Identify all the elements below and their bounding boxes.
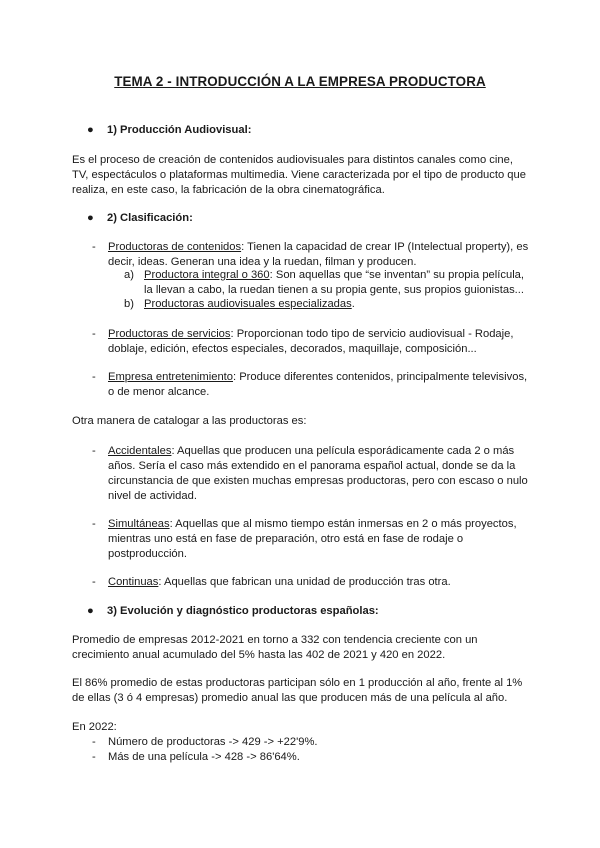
- item-text: : Produce diferentes contenidos, principalmente televisivos,: [233, 371, 528, 383]
- item-text: : Tienen la capacidad de crear IP (Intelectual property), es: [241, 241, 529, 253]
- item-term: Productoras de contenidos: [108, 241, 242, 253]
- dash-icon: -: [92, 445, 96, 457]
- intro-paragraph: [72, 153, 532, 198]
- item-term: Empresa entretenimiento: [108, 371, 233, 383]
- promedio-paragraph: [72, 633, 532, 663]
- paragraph-line: Promedio de empresas 2012-2021 en torno a 332 con tendencia creciente con un: [72, 634, 478, 646]
- item-text: decir, ideas. Generan una idea y la ruedan, filman y producen.: [108, 256, 417, 268]
- item-text: : Aquellas que al mismo tiempo están inmersas en 2 o más proyectos,: [169, 518, 517, 530]
- item-text: Número de productoras -> 429 -> +22'9%.: [108, 736, 318, 748]
- item-term: Simultáneas: [108, 518, 170, 530]
- section-heading-text: 3) Evolución y diagnóstico productoras españolas:: [107, 605, 379, 617]
- item-text: : Proporcionan todo tipo de servicio audiovisual - Rodaje,: [230, 328, 514, 340]
- dash-icon: -: [92, 576, 96, 588]
- bullet-icon: ●: [87, 124, 94, 136]
- section-heading-text: 1) Producción Audiovisual:: [107, 124, 252, 136]
- document-title: TEMA 2 - INTRODUCCIÓN A LA EMPRESA PRODUCTORA: [114, 74, 486, 89]
- dash-icon: -: [92, 751, 96, 763]
- item-text: : Aquellas que fabrican una unidad de producción tras otra.: [158, 576, 451, 588]
- paragraph-line: crecimiento anual acumulado del 5% hasta las 402 de 2021 y 420 en 2022.: [72, 649, 446, 661]
- paragraph-line: Es el proceso de creación de contenidos audiovisuales para distintos canales como cine,: [72, 154, 513, 166]
- dash-icon: -: [92, 371, 96, 383]
- dash-icon: -: [92, 241, 96, 253]
- item-text: doblaje, edición, efectos especiales, decorados, maquillaje, composición...: [108, 343, 477, 355]
- sub-item-marker: b): [124, 298, 134, 310]
- item-text: .: [351, 298, 355, 310]
- bullet-icon: ●: [87, 212, 94, 224]
- item-text: postproducción.: [108, 548, 187, 560]
- paragraph-line: En 2022:: [72, 721, 117, 733]
- item-text: mientras uno está en fase de preparación, otro está en fase de rodaje o: [108, 533, 464, 545]
- item-text: años. Sería el caso más extendido en el panorama español actual, donde se da la: [108, 460, 516, 472]
- item-term: Productoras audiovisuales especializadas: [144, 298, 352, 310]
- item-term: Productora integral o 360: [144, 269, 270, 281]
- item-text: circunstancia de que existen muchas empresas productoras, pero con escaso o nulo: [108, 475, 528, 487]
- paragraph-line: Otra manera de catalogar a las productoras es:: [72, 415, 307, 427]
- item-text: : Son aquellas que “se inventan” su propia película,: [269, 269, 525, 281]
- otra-manera-paragraph: [72, 414, 532, 429]
- paragraph-line: de ellas (3 ó 4 empresas) promedio anual las que producen más de una película al año.: [72, 692, 508, 704]
- paragraph-line: TV, espectáculos o plataformas multimedia. Viene caracterizada por el tipo de producto que: [72, 169, 526, 181]
- item-text: nivel de actividad.: [108, 490, 197, 502]
- dash-icon: -: [92, 328, 96, 340]
- dash-icon: -: [92, 518, 96, 530]
- section-heading-text: 2) Clasificación:: [107, 212, 193, 224]
- paragraph-line: realiza, en este caso, la fabricación de la obra cinematográfica.: [72, 184, 385, 196]
- item-text: o de menor alcance.: [108, 386, 210, 398]
- item-text: : Aquellas que producen una película esporádicamente cada 2 o más: [171, 445, 515, 457]
- item-text: Más de una película -> 428 -> 86'64%.: [108, 751, 300, 763]
- item-term: Accidentales: [108, 445, 172, 457]
- item-term: Productoras de servicios: [108, 328, 231, 340]
- paragraph-line: El 86% promedio de estas productoras participan sólo en 1 producción al año, frente al 1%: [72, 677, 523, 689]
- dash-icon: -: [92, 736, 96, 748]
- item-text: la llevan a cabo, la ruedan tienen a su propia gente, sus propios guionistas...: [144, 284, 525, 296]
- el86-paragraph: [72, 676, 532, 706]
- item-term: Continuas: [108, 576, 159, 588]
- sub-item-marker: a): [124, 269, 134, 281]
- en2022-heading: [72, 720, 532, 735]
- bullet-icon: ●: [87, 605, 94, 617]
